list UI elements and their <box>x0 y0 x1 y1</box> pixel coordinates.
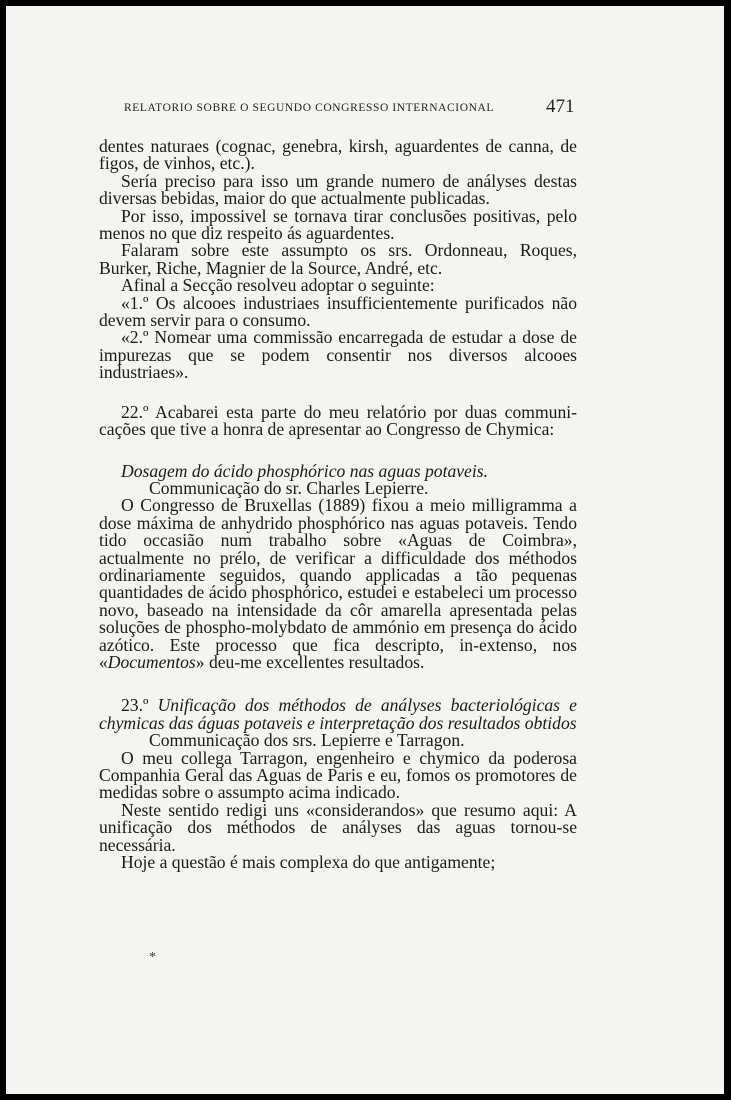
section-23-heading <box>99 697 577 732</box>
italic-citation: Documentos <box>107 651 196 672</box>
running-header: RELATORIO SOBRE O SEGUNDO CONGRESSO INTERNACIONAL <box>124 102 495 114</box>
paragraph: «2.º Nomear uma commissão encarregada de estudar a dose de impurezas que se podem consentir nos diversos alcooes industriaes». <box>99 327 577 383</box>
paragraph: Falaram sobre este assumpto os srs. Ordonneau, Roques, Burker, Riche, Magnier de la Source, André, etc. <box>99 240 577 278</box>
book-page <box>6 6 724 1094</box>
paragraph: dentes naturaes (cognac, genebra, kirsh, aguardentes de canna, de figos, de vinhos, etc.). <box>99 136 577 174</box>
section-22-paragraph: 22.º Acabarei esta parte do meu relatório por duas communicações que tive a honra de apresentar ao Congresso de Chymica: <box>99 401 577 440</box>
paragraph <box>99 497 577 671</box>
paragraph: Neste sentido redigi uns «considerandos» que resumo aqui: A unificação dos méthodos de anályses das aguas tornou-se necessária. <box>99 799 577 855</box>
paragraph: Por isso, impossivel se tornava tirar conclusões positivas, pelo menos no que diz respeito ás aguardentes. <box>99 205 577 244</box>
footer-mark: * <box>149 950 156 965</box>
communication-credit: Communicação do sr. Charles Lepierre. <box>149 477 429 498</box>
paragraph: Afinal a Secção resolveu adoptar o seguinte: <box>121 275 435 296</box>
paragraph: Hoje a questão é mais complexa do que antigamente; <box>121 852 496 873</box>
paragraph: O meu collega Tarragon, engenheiro e chymico da poderosa Companhia Geral das Aguas de Paris e eu, fomos os promotores de medidas sobre o assumpto acima indicado. <box>99 747 577 803</box>
text-run: » deu-me excellentes resultados. <box>195 651 425 672</box>
page-body <box>99 138 577 871</box>
section-title: Unificação dos méthodos de anályses bacteriológicas e chymicas das águas potaveis e interpretação dos resultados obtidos <box>99 695 577 733</box>
paragraph: Sería preciso para isso um grande numero de anályses destas diversas bebidas, maior do que actualmente publicadas. <box>99 170 577 209</box>
page-number: 471 <box>546 96 575 117</box>
section-number: 23.º <box>121 695 158 716</box>
communication-credit: Communicação dos srs. Lepierre e Tarragon. <box>149 730 465 751</box>
communication-title: Dosagem do ácido phosphórico nas aguas potaveis. <box>121 460 489 481</box>
paragraph: «1.º Os alcooes industriaes insufficientemente purificados não devem servir para o consumo. <box>99 292 577 331</box>
text-run: O Congresso de Bruxellas (1889) fixou a meio milligramma a dose máxima de anhydrido phosphórico nas aguas potaveis. Tendo tido occasião num trabalho sobre «Aguas de Coimbra», actualmente no prélo, de verificar a difficuldade dos méthodos ordinariamente seguidos, quando applicadas a tão pequenas quantidades de ácido phosphórico, estudei e estabeleci um processo novo, baseado na intensidade da côr amarella apresentada pelas soluções de phospho-molybdato de ammónio em presença do ácido azótico. Este processo que fica descripto, in-extenso, nos « <box>99 495 577 672</box>
